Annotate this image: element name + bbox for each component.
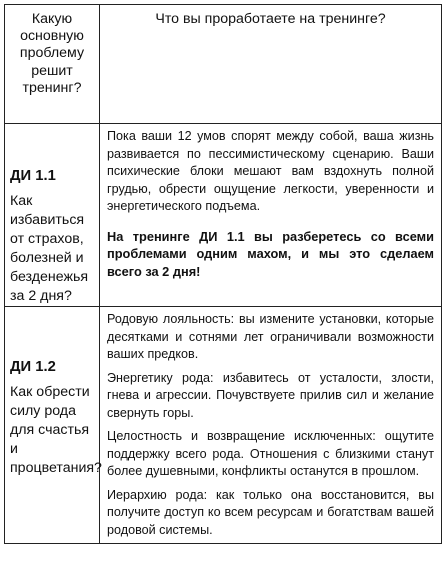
- item-text: вы измените установки, которые десятками и сотнями лет ограничивали возможности ваших предков.: [107, 312, 434, 361]
- training-question: Как обрести силу рода для счастья и процветания?: [10, 384, 102, 476]
- item-term: Иерархию рода:: [107, 487, 208, 502]
- table-row: [5, 307, 442, 544]
- training-description: [100, 124, 442, 307]
- training-description: [100, 307, 442, 544]
- item-text: избавитесь от усталости, злости, гнева и агрессии. Почувствуете прилив сил и желание свернуть горы.: [107, 370, 435, 420]
- item-term: Целостность и возвращение исключенных:: [107, 429, 376, 443]
- list-item: [107, 428, 434, 481]
- item-term: Родовую лояльность:: [107, 312, 235, 326]
- description-paragraph: Пока ваши 12 умов спорят между собой, ваша жизнь развивается по пессимистическому сценарию. Ваши психические блоки мешают вам вздохнуть полной грудью, обрести ощущение легкости, уверенности и энергетического подъема.: [107, 129, 434, 213]
- header-work: Что вы проработаете на тренинге?: [100, 5, 442, 124]
- header-problem: Какую основную проблему решит тренинг?: [5, 5, 100, 124]
- description-highlight: На тренинге ДИ 1.1 вы разберетесь со всеми проблемами одним махом, и мы это сделаем всего за 2 дня!: [107, 228, 434, 279]
- table-row: [5, 124, 442, 307]
- training-table: [4, 4, 442, 544]
- training-code: ДИ 1.2: [10, 359, 56, 375]
- item-text: как только она восстановится, вы получите доступ ко всем ресурсам и богатствам вашей родовой системы.: [107, 487, 434, 537]
- training-code: ДИ 1.1: [10, 168, 56, 184]
- list-item: [107, 487, 434, 540]
- list-item: [107, 370, 434, 423]
- training-cell: [5, 124, 100, 307]
- training-cell: [5, 307, 100, 544]
- training-question: Как избавиться от страхов, болезней и безденежья за 2 дня?: [10, 193, 89, 304]
- list-item: [107, 311, 434, 364]
- item-text: ощутите поддержку всего рода. Отношения с близкими станут более душевными, конфликты останутся в прошлом.: [107, 429, 434, 478]
- table-header-row: [5, 5, 442, 124]
- item-term: Энергетику рода:: [107, 370, 214, 385]
